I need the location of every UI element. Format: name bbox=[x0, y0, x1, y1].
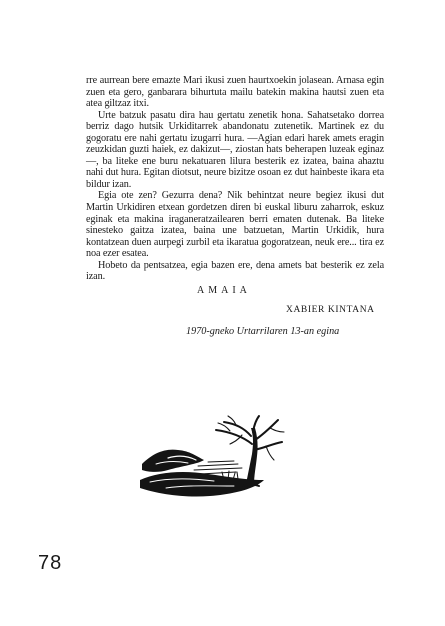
author-name: XABIER KINTANA bbox=[286, 305, 375, 315]
paragraph: Hobeto da pentsatzea, egia bazen ere, dena amets bat besterik ez zela izan. bbox=[86, 259, 384, 283]
body-text bbox=[86, 75, 384, 283]
paragraph: rre aurrean bere emazte Mari ikusi zuen haurtxoekin jolasean. Arnasa egin zuen eta gero, ganbarara bihurtuta mailu batekin makina hautsi zuen eta atea giltzaz itxi. bbox=[86, 75, 384, 110]
paragraph: Egia ote zen? Gezurra dena? Nik behintzat neure begiez ikusi dut Martin Urkidiren etxean gordetzen diren bi euskal liburu zaharrok, eskuz eginak eta makina iraganeratzailearen berri ematen dutenak. Ba liteke sinesteko gaitza izatea, baina une batzuetan, Martin Urkidik, hura kontatzean duen aurpegi zurbil eta ikaratua gogoratzean, neuk ere... tira ez noa ezer esatea. bbox=[86, 190, 384, 260]
page-number: 78 bbox=[38, 552, 63, 574]
paragraph: Urte batzuk pasatu dira hau gertatu zenetik hona. Sahatsetako dorrea berriz dago hutsik Urkiditarrek abandonatu zutenetik. Martinek ez du gogoratu ere nahi gertatu izugarri hura. —Agian edari harek amets eragin zeuzkidan guzti haiek, ez dakizut—, ziostan hats beherapen luzeak eginaz—, ba liteke ene buru nekatuaren lilura besterik ez izatea, baina ahaztu nahi dut hura. Egitan diotsut, neure bizitze osoan ez dut hainbeste ikara eta bildur izan. bbox=[86, 109, 384, 190]
date-line: 1970-gneko Urtarrilaren 13-an egina bbox=[186, 326, 340, 337]
end-mark: AMAIA bbox=[197, 285, 251, 296]
landscape-tree-drawing-icon bbox=[138, 414, 288, 506]
